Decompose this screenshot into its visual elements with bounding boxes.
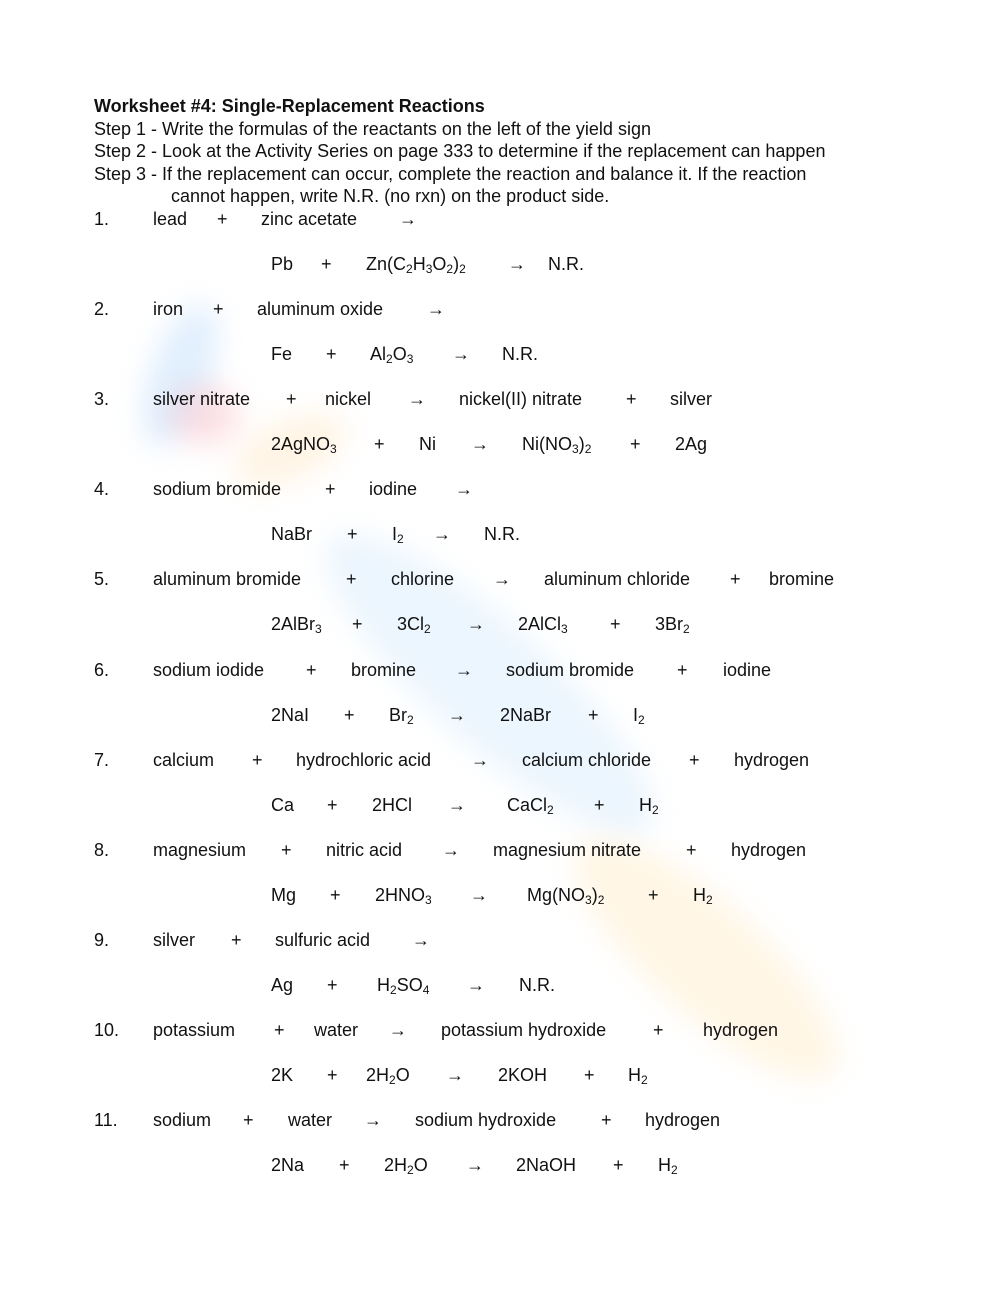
chemical-formula: $Br_2$ (389, 705, 414, 727)
word-equation-term: sulfuric acid (275, 930, 371, 950)
plus-sign: + (327, 1065, 338, 1085)
word-equation-term: iodine (369, 479, 418, 499)
chemical-formula: $I_2$ (392, 524, 404, 546)
yield-arrow-icon: → (399, 209, 417, 229)
chemical-formula: Ag (271, 975, 294, 995)
yield-arrow-icon: → (427, 299, 445, 319)
chemical-formula: $2HNO_3$ (375, 885, 432, 907)
word-equation-term: iodine (723, 660, 772, 680)
problem-number: 7. (94, 750, 110, 770)
step-3-instruction: Step 3 - If the replacement can occur, complete the reaction and balance it. If the reaction (94, 164, 807, 184)
chemical-formula: NaBr (271, 524, 313, 544)
chemical-formula: 2AlBr$_3$ (271, 614, 322, 636)
problem-number: 6. (94, 660, 110, 680)
plus-sign: + (601, 1110, 612, 1130)
chemical-formula: 2AlCl$_3$ (518, 614, 568, 636)
word-equation-term: silver nitrate (153, 389, 251, 409)
yield-arrow-icon: → (442, 840, 460, 860)
plus-sign: + (286, 389, 297, 409)
yield-arrow-icon: → (470, 885, 488, 905)
watermark-blob (290, 495, 690, 872)
chemical-formula: $H_2$ (628, 1065, 648, 1087)
plus-sign: + (252, 750, 263, 770)
plus-sign: + (326, 344, 337, 364)
plus-sign: + (653, 1020, 664, 1040)
yield-arrow-icon: → (452, 344, 470, 364)
word-equation-term: sodium bromide (153, 479, 282, 499)
yield-arrow-icon: → (448, 795, 466, 815)
worksheet-title: Worksheet #4: Single-Replacement Reactions (94, 96, 485, 116)
plus-sign: + (648, 885, 659, 905)
plus-sign: + (231, 930, 242, 950)
yield-arrow-icon: → (471, 750, 489, 770)
chemical-formula: Mg (271, 885, 297, 905)
chemical-formula: 2Na (271, 1155, 305, 1175)
word-equation-term: magnesium (153, 840, 247, 860)
chemical-formula: 2HCl (372, 795, 413, 815)
word-equation-term: magnesium nitrate (493, 840, 642, 860)
plus-sign: + (217, 209, 228, 229)
word-equation-term: nickel (325, 389, 372, 409)
problem-number: 10. (94, 1020, 120, 1040)
yield-arrow-icon: → (408, 389, 426, 409)
chemical-formula: $Mg(NO_3)_2$ (527, 885, 605, 907)
plus-sign: + (588, 705, 599, 725)
chemical-formula: N.R. (484, 524, 520, 544)
chemical-formula: 2AgNO$_3$ (271, 434, 337, 456)
yield-arrow-icon: → (508, 254, 526, 274)
chemical-formula: $Al_2O_3$ (370, 344, 414, 366)
chemical-formula: $3Cl_2$ (397, 614, 431, 636)
chemical-formula: $I_2$ (633, 705, 645, 727)
word-equation-term: nitric acid (326, 840, 403, 860)
word-equation-term: hydrochloric acid (296, 750, 432, 770)
word-equation-term: aluminum chloride (544, 569, 691, 589)
problem-number: 2. (94, 299, 110, 319)
word-equation-term: bromine (351, 660, 417, 680)
chemical-formula: $H_2SO_4$ (377, 975, 430, 997)
plus-sign: + (689, 750, 700, 770)
yield-arrow-icon: → (364, 1110, 382, 1130)
problem-number: 1. (94, 209, 110, 229)
chemical-formula: $2H_2O$ (384, 1155, 428, 1177)
plus-sign: + (306, 660, 317, 680)
plus-sign: + (686, 840, 697, 860)
word-equation-term: silver (670, 389, 713, 409)
plus-sign: + (352, 614, 363, 634)
word-equation-term: sodium bromide (506, 660, 635, 680)
word-equation-term: hydrogen (703, 1020, 779, 1040)
chemical-formula: 2KOH (498, 1065, 548, 1085)
chemical-formula: 2NaI (271, 705, 310, 725)
plus-sign: + (339, 1155, 350, 1175)
problem-number: 5. (94, 569, 110, 589)
word-equation-term: water (288, 1110, 333, 1130)
word-equation-term: zinc acetate (261, 209, 358, 229)
step-2-instruction: Step 2 - Look at the Activity Series on page 333 to determine if the replacement can happen (94, 141, 826, 161)
plus-sign: + (584, 1065, 595, 1085)
chemical-formula: Ca (271, 795, 295, 815)
problem-number: 8. (94, 840, 110, 860)
plus-sign: + (243, 1110, 254, 1130)
plus-sign: + (327, 795, 338, 815)
plus-sign: + (677, 660, 688, 680)
word-equation-term: sodium iodide (153, 660, 265, 680)
yield-arrow-icon: → (471, 434, 489, 454)
chemical-formula: $Ni(NO_3)_2$ (522, 434, 592, 456)
chemical-formula: $H_2$ (693, 885, 713, 907)
chemical-formula: $H_2$ (658, 1155, 678, 1177)
yield-arrow-icon: → (493, 569, 511, 589)
yield-arrow-icon: → (446, 1065, 464, 1085)
word-equation-term: aluminum oxide (257, 299, 384, 319)
problem-number: 4. (94, 479, 110, 499)
chemical-formula: $2H_2O$ (366, 1065, 410, 1087)
chemical-formula: CaCl$_2$ (507, 795, 554, 817)
plus-sign: + (213, 299, 224, 319)
word-equation-term: iron (153, 299, 184, 319)
plus-sign: + (730, 569, 741, 589)
step-1-instruction: Step 1 - Write the formulas of the reactants on the left of the yield sign (94, 119, 651, 139)
chemical-formula: Pb (271, 254, 294, 274)
plus-sign: + (321, 254, 332, 274)
word-equation-term: lead (153, 209, 188, 229)
chemical-formula: Ni (419, 434, 436, 454)
plus-sign: + (327, 975, 338, 995)
plus-sign: + (346, 569, 357, 589)
yield-arrow-icon: → (466, 1155, 484, 1175)
word-equation-term: potassium (153, 1020, 236, 1040)
yield-arrow-icon: → (412, 930, 430, 950)
chemical-formula: $H_2$ (639, 795, 659, 817)
plus-sign: + (374, 434, 385, 454)
word-equation-term: chlorine (391, 569, 455, 589)
step-3-instruction-continued: cannot happen, write N.R. (no rxn) on the product side. (171, 186, 610, 206)
chemical-formula: N.R. (519, 975, 555, 995)
chemical-formula: Fe (271, 344, 293, 364)
word-equation-term: silver (153, 930, 196, 950)
chemical-formula: $Zn(C_2H_3O_2)_2$ (366, 254, 466, 276)
problem-number: 11. (94, 1110, 118, 1130)
plus-sign: + (274, 1020, 285, 1040)
plus-sign: + (626, 389, 637, 409)
chemical-formula: 2K (271, 1065, 294, 1085)
yield-arrow-icon: → (467, 614, 485, 634)
plus-sign: + (610, 614, 621, 634)
yield-arrow-icon: → (467, 975, 485, 995)
word-equation-term: hydrogen (731, 840, 807, 860)
yield-arrow-icon: → (448, 705, 466, 725)
word-equation-term: aluminum bromide (153, 569, 302, 589)
word-equation-term: potassium hydroxide (441, 1020, 607, 1040)
chemical-formula: 2NaOH (516, 1155, 577, 1175)
word-equation-term: hydrogen (645, 1110, 721, 1130)
yield-arrow-icon: → (389, 1020, 407, 1040)
word-equation-term: calcium (153, 750, 215, 770)
problem-number: 3. (94, 389, 110, 409)
problem-number: 9. (94, 930, 110, 950)
plus-sign: + (613, 1155, 624, 1175)
plus-sign: + (325, 479, 336, 499)
word-equation-term: water (314, 1020, 359, 1040)
plus-sign: + (630, 434, 641, 454)
plus-sign: + (281, 840, 292, 860)
word-equation-term: bromine (769, 569, 835, 589)
word-equation-term: nickel(II) nitrate (459, 389, 583, 409)
chemical-formula: N.R. (502, 344, 538, 364)
chemical-formula: N.R. (548, 254, 584, 274)
word-equation-term: sodium (153, 1110, 212, 1130)
plus-sign: + (344, 705, 355, 725)
chemical-formula: $3Br_2$ (655, 614, 690, 636)
yield-arrow-icon: → (455, 479, 473, 499)
plus-sign: + (347, 524, 358, 544)
plus-sign: + (330, 885, 341, 905)
yield-arrow-icon: → (433, 524, 451, 544)
plus-sign: + (594, 795, 605, 815)
chemical-formula: 2Ag (675, 434, 708, 454)
word-equation-term: hydrogen (734, 750, 810, 770)
chemical-formula: 2NaBr (500, 705, 552, 725)
yield-arrow-icon: → (455, 660, 473, 680)
word-equation-term: sodium hydroxide (415, 1110, 557, 1130)
word-equation-term: calcium chloride (522, 750, 652, 770)
